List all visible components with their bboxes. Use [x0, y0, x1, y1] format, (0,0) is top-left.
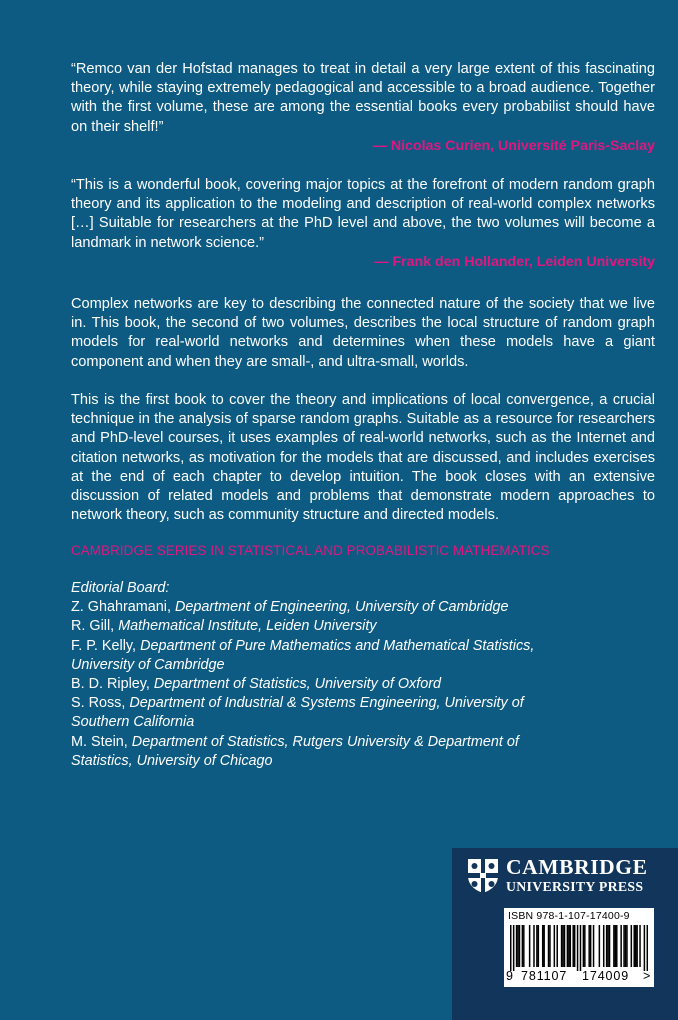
barcode-guard-bar [644, 925, 646, 971]
board-member [71, 694, 534, 713]
barcode-bar [599, 925, 601, 967]
member-dept-continued: Southern California [71, 714, 195, 731]
barcode-bar [606, 925, 608, 967]
barcode-bar [583, 925, 585, 967]
publisher-name: CAMBRIDGE [506, 855, 648, 879]
member-dept: Mathematical Institute, Leiden University [118, 618, 377, 635]
member-dept: Department of Pure Mathematics and Mathematical Statistics, [140, 637, 535, 654]
member-dept: Department of Statistics, Rutgers University & Department of [131, 733, 519, 750]
barcode-guard-bar [647, 925, 648, 971]
barcode-bar [549, 925, 551, 967]
editorial-board-label: Editorial Board: [71, 580, 170, 596]
series-title: CAMBRIDGE SERIES IN STATISTICAL AND PROBABILISTIC MATHEMATICS [71, 543, 550, 558]
board-member [71, 598, 534, 617]
barcode-arrow: > [643, 969, 652, 983]
editorial-board [71, 579, 534, 771]
barcode-bar [554, 925, 556, 967]
quote-text: “Remco van der Hofstad manages to treat in detail a very large extent of this fascinating theory, while staying extremely pedagogical and accessible to a broad audience. Together with the first volume, these are among the essential books every probabilist should have on their shelf!” [71, 61, 655, 135]
barcode-bar [519, 925, 521, 967]
barcode-bar [631, 925, 633, 967]
barcode-bar [633, 925, 635, 967]
barcode-bar [616, 925, 618, 967]
barcode-guard-bar [513, 925, 515, 971]
board-member [71, 733, 534, 752]
barcode-bar [609, 925, 611, 967]
board-member [71, 637, 534, 656]
barcode-bar [561, 925, 563, 967]
barcode-bar [523, 925, 525, 967]
barcode-bar [529, 925, 531, 967]
barcode-bar [626, 925, 628, 967]
barcode-bar [536, 925, 538, 967]
member-name: B. D. Ripley, [71, 676, 150, 693]
barcode-bar [538, 925, 540, 967]
barcode-bar [564, 925, 566, 967]
barcode-bar [548, 925, 550, 967]
member-dept: Department of Industrial & Systems Engineering, University of [129, 695, 524, 712]
barcode-bar [556, 925, 558, 967]
barcode-group-2: 174009 [582, 969, 630, 983]
barcode-bar [522, 925, 524, 967]
barcode-bar [533, 925, 535, 967]
barcode-guard-bar [580, 925, 582, 971]
barcode-bars [510, 925, 648, 971]
barcode-bar [584, 925, 586, 967]
barcode-bar [615, 925, 617, 967]
quote-attribution: — Nicolas Curien, Université Paris-Saclay [372, 137, 655, 154]
barcode-bar [562, 925, 564, 967]
barcode-bar [603, 925, 605, 967]
board-member [71, 617, 534, 636]
quote-text: “This is a wonderful book, covering major topics at the forefront of modern random graph theory and its application to the modeling and description of real-world complex networks […] Suitable for researchers at the PhD level and above, the two volumes will become a landmark in network science.” [71, 177, 655, 251]
barcode-bar [570, 925, 572, 967]
member-name: M. Stein, [71, 733, 128, 750]
member-name: R. Gill, [71, 618, 115, 635]
barcode-bar [542, 925, 544, 967]
barcode-bar [636, 925, 638, 967]
barcode-bar [574, 925, 576, 967]
cambridge-crest-icon [467, 858, 499, 894]
description-paragraph-1: Complex networks are key to describing the connected nature of the society that we live in. This book, the second of two volumes, describes the local structure of random graph models for real-world networks and determines when these models have a giant component and when they are small-, and ultra-small, worlds. [71, 296, 655, 370]
barcode-bar [607, 925, 609, 967]
barcode-bar [593, 925, 595, 967]
barcode-bar [620, 925, 622, 967]
barcode-bar [568, 925, 570, 967]
member-dept: Department of Statistics, University of Oxford [153, 676, 442, 693]
barcode-bar [567, 925, 569, 967]
quote-attribution: — Frank den Hollander, Leiden University [374, 253, 655, 270]
barcode-bar [613, 925, 615, 967]
barcode-first-digit: 9 [506, 969, 514, 983]
member-name: Z. Ghahramani, [71, 599, 171, 616]
isbn-label: ISBN 978-1-107-17400-9 [508, 910, 630, 922]
description-paragraph-2: This is the first book to cover the theory and implications of local convergence, a crucial technique in the analysis of sparse random graphs. Suitable as a resource for researchers and PhD-level courses, it uses examples of real-world networks, such as the Internet and citation networks, as motivation for the models that are discussed, and includes exercises at the end of each chapter to develop intuition. The book closes with an extensive discussion of related models and problems that demonstrate modern approaches to network theory, such as community structure and directed models. [71, 392, 655, 524]
barcode-bar [543, 925, 545, 967]
barcode-bar [623, 925, 625, 967]
barcode-bar [625, 925, 627, 967]
quote-curien [71, 60, 655, 156]
barcode-group-1: 781107 [521, 969, 568, 983]
barcode-bar [635, 925, 637, 967]
member-dept: Department of Engineering, University of Cambridge [174, 599, 509, 616]
barcode-bar [516, 925, 518, 967]
barcode-bar [639, 925, 641, 967]
isbn-barcode [504, 908, 654, 987]
member-dept-continued: Statistics, University of Chicago [71, 752, 273, 769]
member-name: S. Ross, [71, 695, 126, 712]
barcode-guard-bar [577, 925, 579, 971]
barcode-bar [588, 925, 590, 967]
publisher-subtitle: UNIVERSITY PRESS [506, 879, 644, 894]
member-dept-continued: University of Cambridge [71, 656, 225, 673]
barcode-bar [572, 925, 574, 967]
member-name: F. P. Kelly, [71, 637, 137, 654]
quote-den-hollander [71, 176, 655, 272]
barcode-guard-bar [510, 925, 512, 971]
barcode-bar [517, 925, 519, 967]
board-member [71, 675, 534, 694]
barcode-bar [590, 925, 592, 967]
